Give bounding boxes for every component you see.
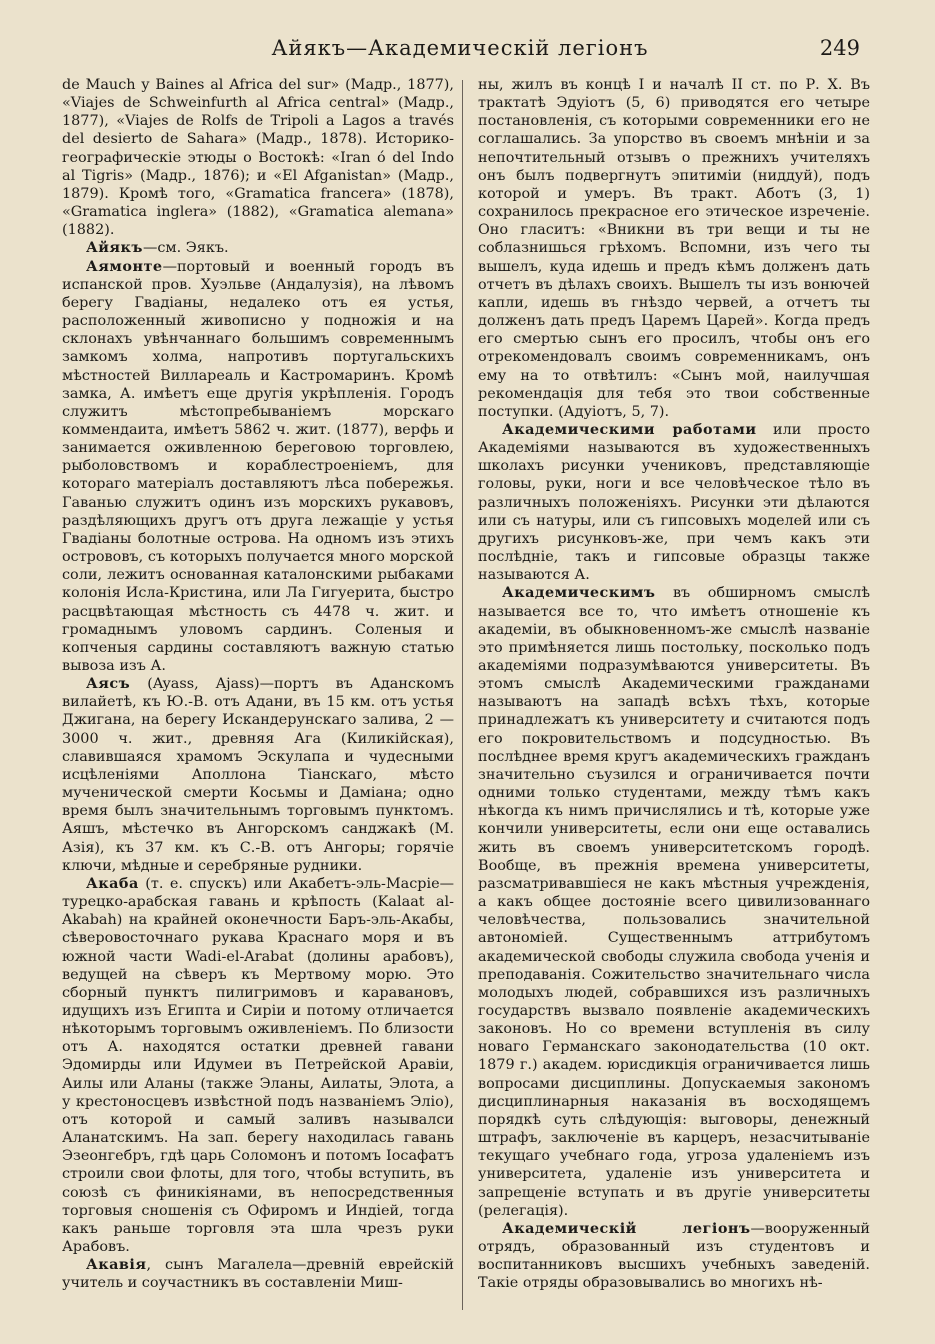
page-number: 249 (819, 36, 860, 60)
entry-text: de Mauch y Baines al Africa del sur» (Мадр., 1877), «Viajes de Schweinfurth al Africa central» (Мадр., 1877), «Viajes de Rolfs de Tripoli a Lagos a través del desierto de Sahara» (Мадр., 1878). Историко-географическіе этюды о Востокѣ: «Iran ó del Indo al Tigris» (Мадр., 1876); и «El Afganistan» (Мадр., 1879). Кромѣ того, «Gramatica francera» (1878), «Gramatica inglera» (1882), «Gramatica alemana» (1882). (62, 77, 454, 239)
entry (62, 76, 454, 239)
entry-text: —вооруженный отрядъ, образованный изъ студентовъ и воспитанниковъ высшихъ учебныхъ заведеній. Такіе отряды образовывались во многихъ нѣ- (478, 1220, 870, 1292)
entry-headword: Айякъ (86, 239, 143, 257)
entry-headword: Акавія (86, 1256, 147, 1274)
entry-headword: Аямонте (86, 257, 163, 275)
entry-text: —см. Эякъ. (142, 240, 229, 257)
right-column (478, 76, 870, 1292)
entry-headword: Академическій легіонъ (502, 1219, 751, 1237)
left-column (62, 76, 454, 1292)
entry (62, 1256, 454, 1292)
entry (478, 1220, 870, 1293)
entry-text: въ обширномъ смыслѣ называется все то, что имѣетъ отношеніе къ академіи, въ обыкновенномъ-же смыслѣ названіе это примѣняется лишь постольку, посколько подъ академіями подразумѣваются университеты. Въ этомъ смыслѣ Академическими гражданами называютъ на западѣ всѣхъ тѣхъ, которые принадлежатъ къ университету и считаются подъ его покровительствомъ и подсудностью. Въ послѣднее время кругъ академическихъ гражданъ значительно съузился и ограничивается почти одними только студентами, между тѣмъ какъ нѣкогда къ нимъ причислялись и тѣ, которые уже кончили университеты, если они еще оставались жить въ своемъ университетскомъ городѣ. Вообще, въ прежнія времена университеты, разсматривавшіеся не какъ мѣстныя учрежденія, а какъ общее достояніе всего цивилизованнаго человѣчества, пользовались значительной автономіей. Существеннымъ аттрибутомъ академической свободы служила свобода ученія и преподаванія. Сожительство значительнаго числа молодыхъ людей, собравшихся изъ различныхъ государствъ вызвало появленіе академическихъ законовъ. Но со времени вступленія въ силу новаго Германскаго законодательства (10 окт. 1879 г.) академ. юрисдикція ограничивается лишь вопросами дисциплины. Допускаемыя закономъ дисциплинарныя наказанія въ восходящемъ порядкѣ суть слѣдующія: выговоры, денежный штрафъ, заключеніе въ карцеръ, незасчитываніе текущаго учебнаго года, угроза удаленіемъ изъ университета, удаленіе изъ университета и запрещеніе вступать и въ другіе университеты (релегація). (478, 585, 870, 1219)
entry-headword: Академическими работами (502, 420, 757, 438)
entry-text: или просто Академіями называются въ художественныхъ школахъ рисунки учениковъ, представляющіе головы, руки, ноги и все человѣческое тѣло въ различныхъ положеніяхъ. Рисунки эти дѣлаются или съ натуры, или съ гипсовыхъ моделей или съ другихъ рисунковъ-же, при чемъ какъ эти послѣдніе, такъ и гипсовые образцы также называются А. (478, 421, 870, 584)
entry (62, 875, 454, 1256)
running-head: Айякъ—Академическій легіонъ (271, 36, 649, 60)
entry-headword: Академическимъ (502, 584, 656, 602)
entry-text: (т. е. спускъ) или Акабетъ-эль-Масріе—турецко-арабская гавань и крѣпость (Kalaat al-Akabah) на крайней оконечности Баръ-эль-Акабы, сѣверовосточнаго рукава Краснаго моря и въ южной части Wadi-el-Arabat (долины арабовъ), ведущей на сѣверъ къ Мертвому морю. Это сборный пунктъ пилигримовъ и каравановъ, идущихъ изъ Египта и Сиріи и потому отличается нѣкоторымъ торговымъ оживленіемъ. По близости отъ А. находятся остатки древней гавани Эдомирды или Идумеи въ Петрейской Аравіи, Аилы или Аланы (также Эланы, Аилаты, Элота, а у крестоносцевъ извѣстной подъ названіемъ Эліо), отъ которой и самый заливъ называлси Аланатскимъ. На зап. берегу находилась гавань Эзеонгебръ, гдѣ царь Соломонъ и потомъ Іосафатъ строили свои флоты, для того, чтобы вступить, въ союзѣ съ финикіянами, въ непосредственныя торговыя сношенія съ Офиромъ и Индіей, тогда какъ раньше торговля эта шла чрезъ руки Арабовъ. (62, 875, 454, 1255)
entry-text: (Ayass, Ajass)—портъ въ Аданскомъ вилайетѣ, къ Ю.-В. отъ Адани, въ 15 км. отъ устья Джигана, на берегу Искандерунскаго залива, 2 — 3000 ч. жит., древняя Ага (Киликійская), славившаяся храмомъ Эскулапа и чудесными исцѣленіями Аполлона Тіанскаго, мѣсто мученической смерти Косьмы и Даміана; одно время былъ значительнымъ торговымъ пунктомъ. Аяшъ, мѣстечко въ Ангорскомъ санджакѣ (М. Азія), къ 37 км. къ С.-В. отъ Ангоры; горячіе ключи, мѣдные и серебряные рудники. (62, 676, 454, 874)
entry-headword: Акаба (86, 874, 139, 892)
entry (62, 258, 454, 676)
entry-headword: Аясъ (86, 675, 131, 693)
entry (62, 675, 454, 875)
entry-text: , сынъ Магалела—древній еврейскій учитель и соучастникъ въ составленіи Миш- (62, 1257, 454, 1292)
page-header (60, 36, 860, 66)
entry (478, 584, 870, 1219)
entry-text: ны, жилъ въ концѣ I и началѣ II ст. по Р. Х. Въ трактатѣ Эдуіотъ (5, 6) приводятся его четыре постановленія, съ которыми современники его не соглашались. За упорство въ своемъ мнѣніи и за непочтительный отзывъ о прежнихъ учителяхъ онъ былъ подвергнутъ эпитиміи (ниддуй), подъ которой и умеръ. Въ тракт. Аботъ (3, 1) сохранилось прекрасное его этическое изреченіе. Оно гласитъ: «Вникни въ три вещи и ты не соблазнишься грѣхомъ. Вспомни, изъ чего ты вышелъ, куда идешь и предъ кѣмъ долженъ дать отчетъ въ дѣлахъ своихъ. Вышелъ ты изъ вонючей капли, идешь въ гнѣздо червей, а отчетъ ты долженъ дать предъ Царемъ Царей». Когда предъ его смертью сынъ его просилъ, чтобы онъ его отрекомендовалъ своимъ современникамъ, онъ ему на то отвѣтилъ: «Сынъ мой, наилучшая рекомендація для тебя это твои собственные поступки. (Адуіотъ, 5, 7). (478, 77, 870, 420)
column-divider (462, 80, 463, 1310)
entry (478, 421, 870, 584)
entry (62, 239, 454, 257)
entry-text: —портовый и военный городъ въ испанской пров. Хуэльве (Андалузія), на лѣвомъ берегу Гвадіаны, недалеко отъ ея устья, расположенный живописно у подножія и на склонахъ увѣнчаннаго большимъ современнымъ замкомъ холма, напротивъ португальскихъ мѣстностей Виллареаль и Кастромаринъ. Кромѣ замка, А. имѣетъ еще другія укрѣпленія. Городъ служитъ мѣстопребываніемъ морскаго коммендаита, имѣетъ 5862 ч. жит. (1877), верфь и занимается оживленною береговою торговлею, рыболовствомъ и кораблестроеніемъ, для котораго матеріалъ доставляютъ лѣса побережья. Гаванью служитъ одинъ изъ морскихъ рукавовъ, раздѣляющихъ другъ отъ друга лежащіе у устья Гвадіаны болотные острова. На одномъ изъ этихъ острововъ, съ которыхъ получается много морской соли, лежитъ основанная каталонскими рыбаками колонія Исла-Кристина, или Ла Гигуерита, быстро расцвѣтающая мѣстность съ 4478 ч. жит. и громаднымъ уловомъ сардинъ. Соленыя и копченыя сардины составляютъ важную статью вывоза изъ А. (62, 258, 454, 674)
entry (478, 76, 870, 421)
